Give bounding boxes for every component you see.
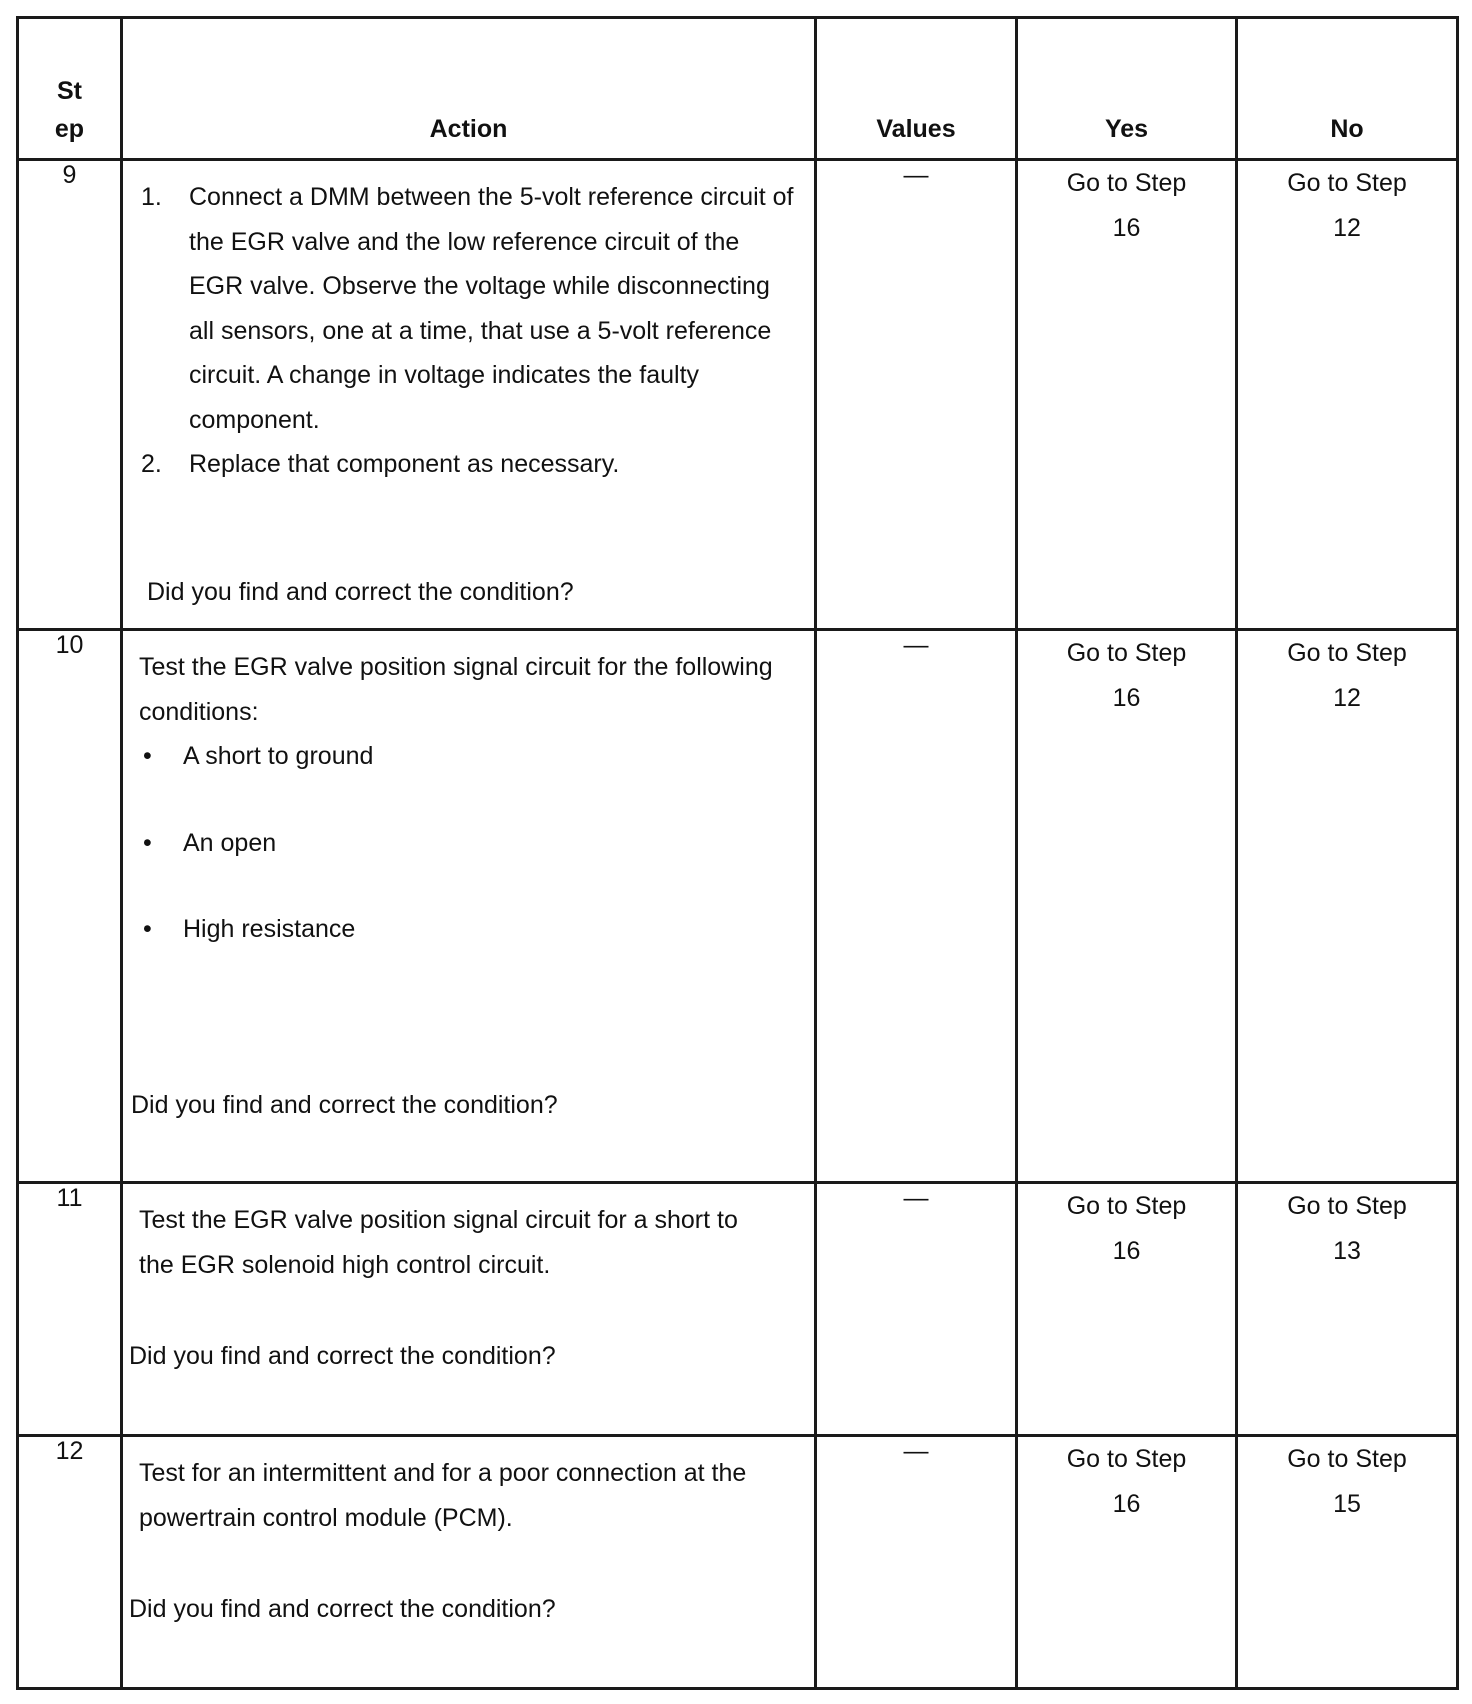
action-cell xyxy=(122,1436,816,1689)
action-question: Did you find and correct the condition? xyxy=(131,1090,558,1119)
header-step-line1: St xyxy=(57,77,82,105)
step-number: 10 xyxy=(18,630,122,1183)
yes-goto-step: 16 xyxy=(1112,213,1141,242)
action-question: Did you find and correct the condition? xyxy=(129,1594,556,1623)
yes-goto-step: 16 xyxy=(1112,683,1141,712)
table-row xyxy=(18,630,1458,1183)
action-text: Test the EGR valve position signal circuit for a short to the EGR solenoid high control circuit. xyxy=(139,1206,738,1279)
action-cell xyxy=(122,160,816,630)
yes-cell xyxy=(1017,160,1237,630)
no-goto-label: Go to Step xyxy=(1287,1192,1407,1220)
values-cell: — xyxy=(816,1183,1017,1436)
action-item-text: Replace that component as necessary. xyxy=(189,450,620,478)
action-bullet xyxy=(139,821,800,866)
action-item-number: 1. xyxy=(141,183,162,211)
no-goto-label: Go to Step xyxy=(1287,169,1407,197)
action-bullet xyxy=(139,734,800,779)
action-bullet xyxy=(139,907,800,952)
values-cell: — xyxy=(816,1436,1017,1689)
yes-goto-label: Go to Step xyxy=(1066,1445,1187,1473)
action-cell xyxy=(122,1183,816,1436)
no-goto-step: 15 xyxy=(1333,1489,1361,1518)
action-item xyxy=(139,175,800,442)
step-number: 12 xyxy=(18,1436,122,1689)
no-goto-step: 12 xyxy=(1333,683,1361,712)
bullet-text: An open xyxy=(183,828,277,857)
table-row xyxy=(18,1183,1458,1436)
header-action: Action xyxy=(122,18,816,160)
bullet-dot: • xyxy=(143,828,152,857)
yes-cell xyxy=(1017,630,1237,1183)
yes-cell xyxy=(1017,1183,1237,1436)
action-cell xyxy=(122,630,816,1183)
step-number: 11 xyxy=(18,1183,122,1436)
no-cell xyxy=(1237,1436,1458,1689)
action-item-text: Connect a DMM between the 5-volt reference circuit of the EGR valve and the low reference circuit of the EGR valve. Observe the voltage while disconnecting all sensors, one at a time, that use a 5-volt reference circuit. A change in voltage indicates the faulty component. xyxy=(189,183,794,434)
no-cell xyxy=(1237,630,1458,1183)
table-row xyxy=(18,1436,1458,1689)
header-step-line2: ep xyxy=(54,115,85,143)
no-goto-label: Go to Step xyxy=(1287,639,1407,667)
values-cell: — xyxy=(816,630,1017,1183)
header-step xyxy=(18,18,122,160)
table-row xyxy=(18,160,1458,630)
no-goto-step: 13 xyxy=(1333,1236,1361,1265)
no-goto-step: 12 xyxy=(1333,213,1361,242)
header-row xyxy=(18,18,1458,160)
yes-goto-step: 16 xyxy=(1112,1236,1141,1265)
bullet-dot: • xyxy=(143,742,152,770)
yes-goto-label: Go to Step xyxy=(1066,1192,1187,1220)
action-item xyxy=(139,442,800,487)
action-text: Test for an intermittent and for a poor connection at the powertrain control module (PCM). xyxy=(139,1459,747,1532)
values-cell: — xyxy=(816,160,1017,630)
no-goto-label: Go to Step xyxy=(1287,1445,1407,1473)
action-question: Did you find and correct the condition? xyxy=(147,577,574,606)
yes-goto-label: Go to Step xyxy=(1066,639,1187,667)
bullet-dot: • xyxy=(143,915,152,943)
bullet-text: High resistance xyxy=(183,915,356,943)
action-item-number: 2. xyxy=(141,450,162,478)
action-text: Test the EGR valve position signal circuit for the following conditions: xyxy=(139,653,773,726)
header-yes: Yes xyxy=(1017,18,1237,160)
no-cell xyxy=(1237,1183,1458,1436)
yes-goto-label: Go to Step xyxy=(1066,169,1187,197)
yes-goto-step: 16 xyxy=(1112,1489,1141,1518)
header-no: No xyxy=(1237,18,1458,160)
step-number: 9 xyxy=(18,160,122,630)
bullet-text: A short to ground xyxy=(183,742,374,770)
diagnostic-table xyxy=(16,16,1459,1690)
action-question: Did you find and correct the condition? xyxy=(129,1341,556,1370)
yes-cell xyxy=(1017,1436,1237,1689)
no-cell xyxy=(1237,160,1458,630)
header-values: Values xyxy=(816,18,1017,160)
